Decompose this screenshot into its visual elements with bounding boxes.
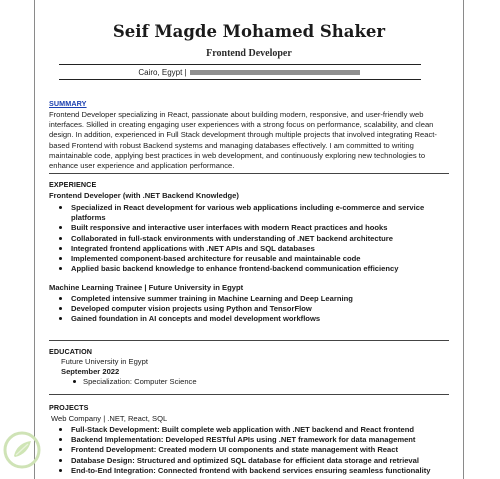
education-heading: EDUCATION: [49, 347, 93, 356]
job-title-frontend: Frontend Developer (with .NET Backend Knowledge): [49, 191, 239, 200]
bullet-icon: [73, 380, 76, 383]
bullet-icon: [59, 297, 62, 300]
project-bullets: [71, 425, 451, 476]
experience-divider: [49, 340, 449, 341]
list-item: Gained foundation in AI concepts and model development workflows: [71, 314, 431, 324]
education-school: Future University in Egypt: [61, 357, 148, 366]
bullet-icon: [59, 428, 62, 431]
list-item: Completed intensive summer training in Machine Learning and Deep Learning: [71, 294, 431, 304]
bullet-icon: [59, 206, 62, 209]
bullet-icon: [59, 247, 62, 250]
specialization-label: Specialization:: [83, 377, 132, 386]
specialization-value: Computer Science: [134, 377, 197, 386]
watermark-logo-icon: [2, 430, 42, 470]
contact-line: [47, 68, 451, 77]
candidate-name: Seif Magde Mohamed Shaker: [112, 22, 386, 41]
bullet-icon: [59, 459, 62, 462]
redacted-contact-info: [190, 70, 360, 75]
project-company: Web Company | .NET, React, SQL: [51, 414, 168, 423]
bullet-icon: [59, 469, 62, 472]
education-date: September 2022: [61, 367, 120, 376]
list-item: Collaborated in full-stack environments with understanding of .NET backend architecture: [71, 234, 431, 244]
list-item: Specialized in React development for various web applications including e-commerce and service platforms: [71, 203, 431, 223]
list-item: Frontend Development: Created modern UI components and state management with React: [71, 445, 451, 455]
education-divider: [49, 394, 449, 395]
bullet-icon: [59, 438, 62, 441]
list-item: Backend Implementation: Developed RESTful APIs using .NET framework for data management: [71, 435, 451, 445]
resume-page: [34, 0, 464, 479]
bullet-icon: [59, 237, 62, 240]
header-rule: [59, 64, 421, 65]
list-item: Implemented component-based architecture for reusable and maintainable code: [71, 254, 431, 264]
summary-divider: [49, 173, 449, 174]
summary-text: Frontend Developer specializing in React, passionate about building modern, responsive, and user-friendly web interfaces. Skilled in creating engaging user experiences with a strong focus on performance, scalability, and clean design. In addition, experienced in Full Stack development through multiple projects that involved integrating React-based Frontend with robust Backend systems and managing databases effectively. I am committed to writing maintainable code, applying best practices in web development, and continuously exploring new technologies to enhance user experience and application performance.: [49, 110, 437, 171]
list-item: Database Design: Structured and optimized SQL database for efficient data storage and retrieval: [71, 456, 451, 466]
bullet-icon: [59, 257, 62, 260]
list-item: Full-Stack Development: Built complete web application with .NET backend and React frontend: [71, 425, 451, 435]
list-item: Applied basic backend knowledge to enhance frontend-backend communication efficiency: [71, 264, 431, 274]
job-title: Frontend Developer: [206, 48, 292, 59]
frontend-bullets: [71, 203, 431, 274]
job-title-ml: Machine Learning Trainee | Future University in Egypt: [49, 283, 244, 292]
bullet-icon: [59, 317, 62, 320]
list-item: Developed computer vision projects using Python and TensorFlow: [71, 304, 431, 314]
bullet-icon: [59, 267, 62, 270]
bullet-icon: [59, 226, 62, 229]
list-item: Built responsive and interactive user interfaces with modern React practices and hooks: [71, 223, 431, 233]
list-item: Integrated frontend applications with .NET APIs and SQL databases: [71, 244, 431, 254]
contact-location: Cairo, Egypt |: [138, 68, 187, 77]
bullet-icon: [59, 448, 62, 451]
education-specialization: [83, 377, 197, 386]
contact-rule: [59, 79, 421, 80]
list-item: End-to-End Integration: Connected frontend with backend services ensuring seamless functionality: [71, 466, 451, 476]
summary-heading[interactable]: SUMMARY: [49, 99, 87, 108]
bullet-icon: [59, 307, 62, 310]
experience-heading: EXPERIENCE: [49, 180, 97, 189]
projects-heading: PROJECTS: [49, 403, 89, 412]
ml-bullets: [71, 294, 431, 325]
